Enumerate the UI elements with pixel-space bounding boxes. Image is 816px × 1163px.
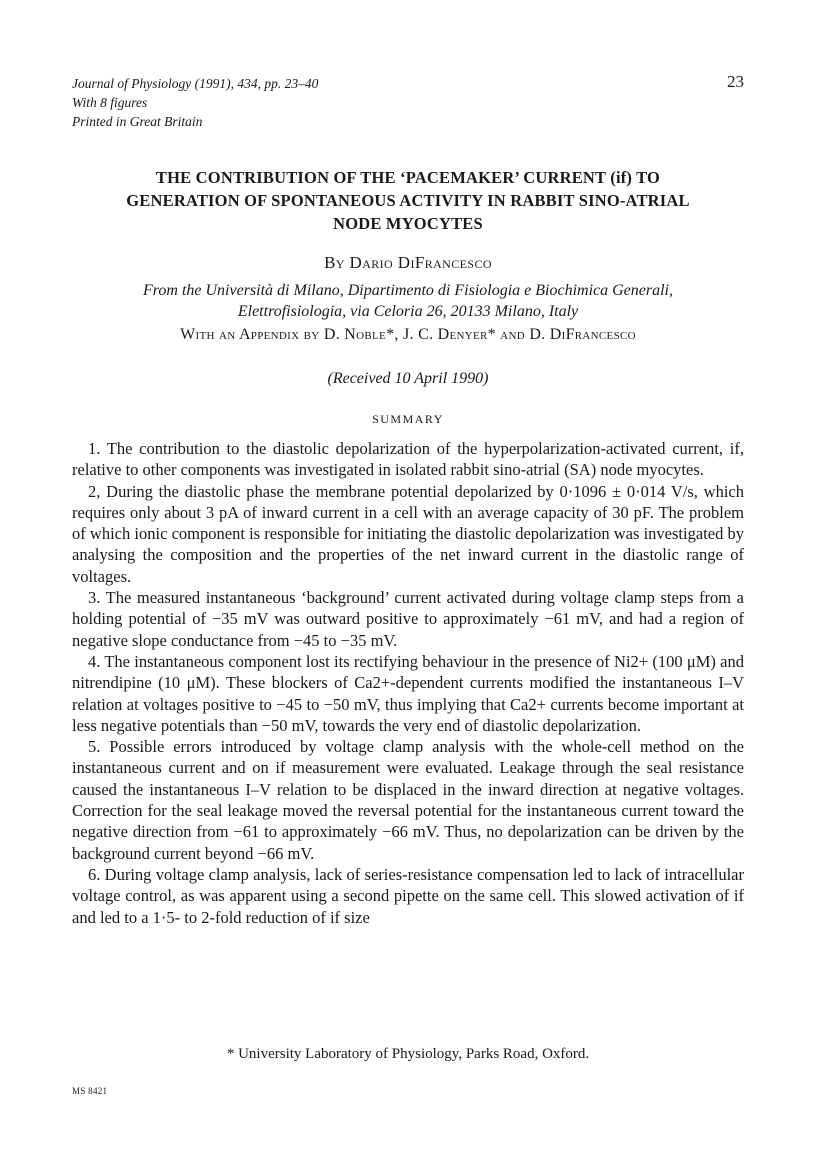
page-number: 23 [727,72,744,91]
appendix-authors: With an Appendix by D. Noble*, J. C. Denyer* and D. DiFrancesco [180,326,636,343]
author-affiliation [60,280,756,322]
summary-paragraph-1: 1. The contribution to the diastolic depolarization of the hyperpolarization-activated current, if, relative to other components was investigated in isolated rabbit sino-atrial (SA) node myocytes. [72,439,744,480]
summary-paragraph-6: 6. During voltage clamp analysis, lack of series-resistance compensation led to lack of intracellular voltage control, as was apparent using a second pipette on the same cell. This slowed activation of if and led to a 1·5- to 2-fold reduction of if size [72,864,744,927]
received-date: (Received 10 April 1990) [327,370,489,387]
summary-paragraph-4: 4. The instantaneous component lost its rectifying behaviour in the presence of Ni2+ (100 μM) and nitrendipine (10 μM). These blockers of Ca2+-dependent currents modified the instantaneous I–V relation at voltages positive to −45 to −50 mV, thus implying that Ca2+ currents become important at less negative potentials than −50 mV, towards the very end of diastolic depolarization. [72,651,744,735]
affiliation-line-1: From the Università di Milano, Dipartimento di Fisiologia e Biochimica Generali, [142,282,673,299]
author-byline: By Dario DiFrancesco [324,253,492,272]
article-title [60,166,756,235]
journal-line-1: Journal of Physiology (1991), 434, pp. 23–40 [72,76,319,91]
title-line-2: GENERATION OF SPONTANEOUS ACTIVITY IN RABBIT SINO-ATRIAL [126,191,690,210]
title-line-3: NODE MYOCYTES [333,214,483,233]
footnote: * University Laboratory of Physiology, Parks Road, Oxford. [226,1046,590,1062]
manuscript-number: MS 8421 [72,1086,108,1096]
summary-paragraph-5: 5. Possible errors introduced by voltage clamp analysis with the whole-cell method on the instantaneous current and on if measurement were evaluated. Leakage through the seal resistance caused the instantaneous I–V relation to be displaced in the inward direction at negative voltages. Correction for the seal leakage moved the reversal potential for the instantaneous current toward the negative direction from −61 to approximately −66 mV. Thus, no depolarization can be driven by the background current beyond −66 mV. [72,737,744,863]
summary-body [72,438,744,928]
journal-line-2: With 8 figures [72,95,148,110]
summary-paragraph-2: 2, During the diastolic phase the membrane potential depolarized by 0·1096 ± 0·014 V/s, which requires only about 3 pA of inward current in a cell with an average capacity of 30 pF. The problem of which ionic component is responsible for initiating the diastolic depolarization was investigated by analysing the composition and the properties of the net inward current in the diastolic range of voltages. [72,481,744,586]
summary-paragraph-3: 3. The measured instantaneous ‘background’ current activated during voltage clamp steps from a holding potential of −35 mV was outward positive to approximately −61 mV, and had a region of negative slope conductance from −45 to −35 mV. [72,588,744,650]
journal-line-3: Printed in Great Britain [72,114,203,129]
journal-citation [72,74,318,131]
title-line-1: THE CONTRIBUTION OF THE ‘PACEMAKER’ CURRENT (if) TO [155,168,661,187]
affiliation-line-2: Elettrofisiologia, via Celoria 26, 20133 Milano, Italy [237,303,579,320]
summary-heading: SUMMARY [372,412,444,426]
